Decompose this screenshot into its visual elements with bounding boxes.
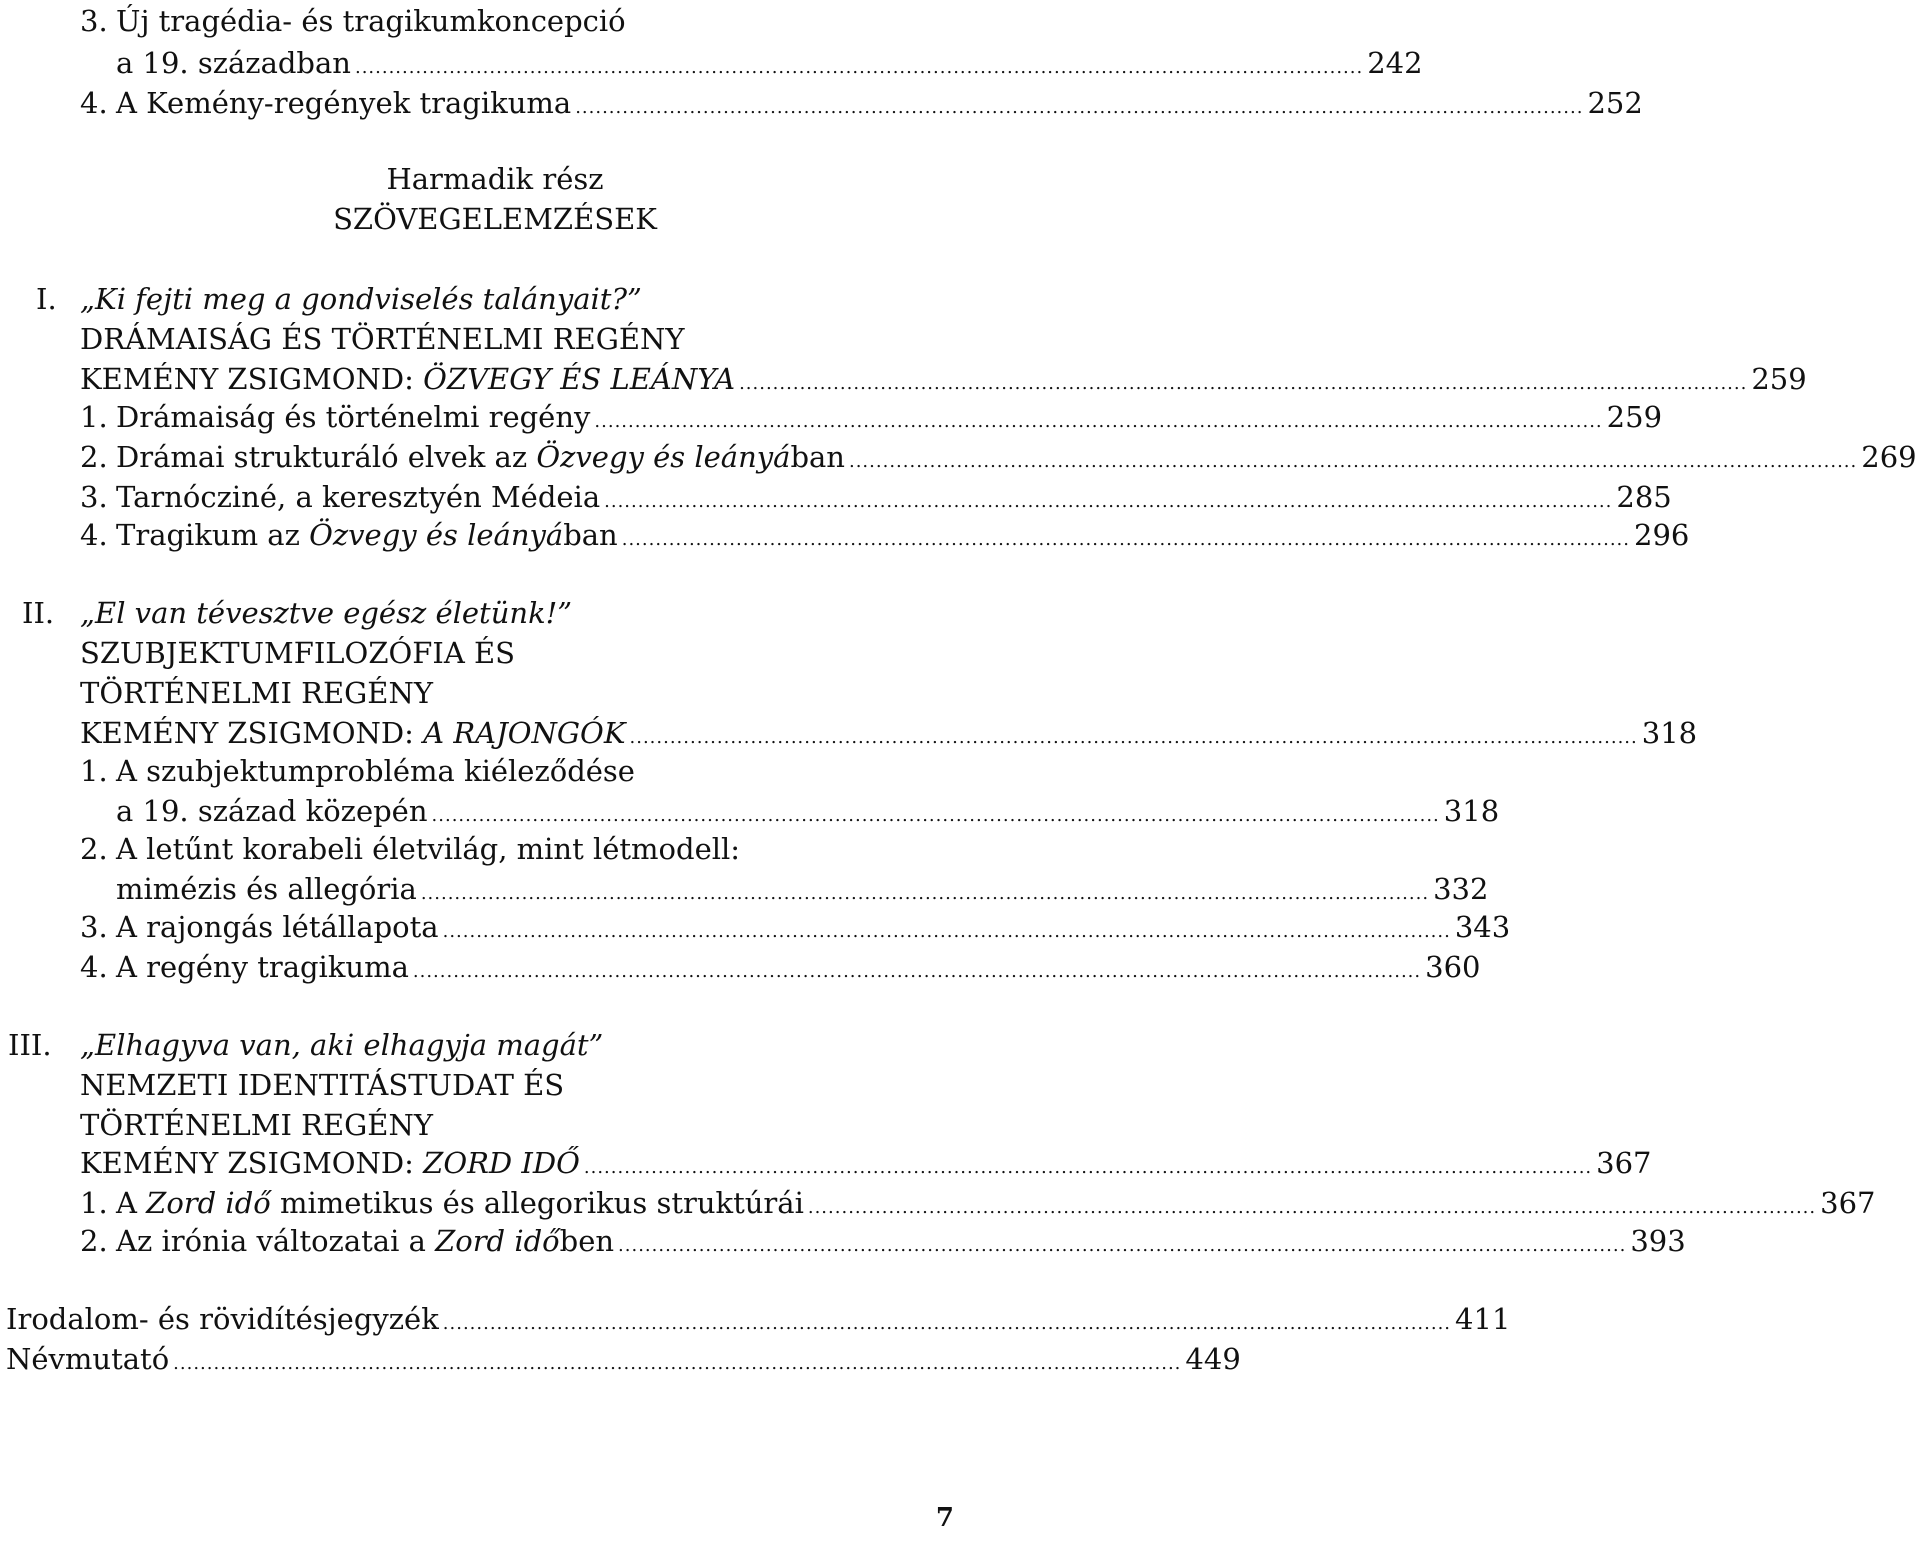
chapter-3-item-2: 2. Az irónia változatai a Zord időben ...................................................................................................................................................... 393: [80, 1224, 1686, 1258]
page-ref: 259: [1606, 400, 1663, 434]
toc-item-3-line2: a 19. században ...................................................................................................................................................... 242: [116, 46, 1423, 80]
chapter-2-item-4: 4. A regény tragikuma ...................................................................................................................................................... 360: [80, 950, 1481, 984]
page-ref: 259: [1751, 362, 1807, 396]
page-ref: 367: [1820, 1186, 1876, 1220]
toc-item-4: 4. A Kemény-regények tragikuma ...................................................................................................................................................... 252: [80, 86, 1643, 120]
part-title: Harmadik rész: [386, 162, 604, 196]
chapter-2-item-1-line1: 1. A szubjektumprobléma kiéleződése: [80, 754, 635, 788]
page-ref: 393: [1630, 1224, 1686, 1258]
chapter-1-motto: I. „Ki fejti meg a gondviselés talányait?”: [36, 282, 642, 316]
chapter-2-item-2-line2: mimézis és allegória ...................................................................................................................................................... 332: [116, 872, 1489, 906]
page-ref: 411: [1455, 1302, 1511, 1336]
chapter-2-motto: II. „El van tévesztve egész életünk!”: [22, 596, 573, 630]
chapter-3-heading-2: TÖRTÉNELMI REGÉNY: [80, 1108, 433, 1142]
chapter-2-item-2-line1: 2. A letűnt korabeli életvilág, mint létmodell:: [80, 832, 741, 866]
chapter-1-item-3: 3. Tarnócziné, a keresztyén Médeia ...................................................................................................................................................... 285: [80, 480, 1672, 514]
back-matter-bibliography: Irodalom- és rövidítésjegyzék ...................................................................................................................................................... 411: [6, 1302, 1511, 1336]
page-ref: 252: [1587, 86, 1643, 120]
toc-item-3-line1: 3. Új tragédia- és tragikumkoncepció: [80, 4, 626, 38]
part-subtitle: SZÖVEGELEMZÉSEK: [333, 202, 657, 236]
page-ref: 449: [1185, 1342, 1241, 1376]
chapter-2-author-line: KEMÉNY ZSIGMOND: A RAJONGÓK ...................................................................................................................................................... 318: [80, 716, 1698, 750]
chapter-1-item-1: 1. Drámaiság és történelmi regény ...................................................................................................................................................... 259: [80, 400, 1663, 434]
chapter-1-item-4: 4. Tragikum az Özvegy és leányában ...................................................................................................................................................... 296: [80, 518, 1690, 552]
chapter-2-heading-2: TÖRTÉNELMI REGÉNY: [80, 676, 433, 710]
chapter-1-heading: DRÁMAISÁG ÉS TÖRTÉNELMI REGÉNY: [80, 322, 685, 356]
page-ref: 285: [1616, 480, 1672, 514]
back-matter-name-index: Névmutató ...................................................................................................................................................... 449: [6, 1342, 1241, 1376]
page-ref: 242: [1367, 46, 1423, 80]
chapter-1-item-2: 2. Drámai strukturáló elvek az Özvegy és leányában ...................................................................................................................................................... 269: [80, 440, 1917, 474]
page-number: 7: [935, 1503, 954, 1533]
page-ref: 360: [1425, 950, 1481, 984]
page-ref: 318: [1443, 794, 1500, 828]
chapter-2-item-1-line2: a 19. század közepén ...................................................................................................................................................... 318: [116, 794, 1500, 828]
page-ref: 367: [1596, 1146, 1652, 1180]
page-ref: 343: [1454, 910, 1511, 944]
chapter-2-item-3: 3. A rajongás létállapota ...................................................................................................................................................... 343: [80, 910, 1511, 944]
page-ref: 269: [1861, 440, 1917, 474]
page-ref: 332: [1433, 872, 1489, 906]
chapter-3-heading-1: NEMZETI IDENTITÁSTUDAT ÉS: [80, 1068, 565, 1102]
chapter-3-item-1: 1. A Zord idő mimetikus és allegorikus struktúrái ...................................................................................................................................................... 367: [80, 1186, 1876, 1220]
chapter-3-author-line: KEMÉNY ZSIGMOND: ZORD IDŐ ...................................................................................................................................................... 367: [80, 1146, 1652, 1180]
chapter-3-motto: III. „Elhagyva van, aki elhagyja magát”: [8, 1028, 604, 1062]
chapter-1-author-line: KEMÉNY ZSIGMOND: ÖZVEGY ÉS LEÁNYA ...................................................................................................................................................... 259: [80, 362, 1807, 396]
chapter-2-heading-1: SZUBJEKTUMFILOZÓFIA ÉS: [80, 636, 516, 670]
page-ref: 296: [1634, 518, 1690, 552]
page-ref: 318: [1641, 716, 1698, 750]
